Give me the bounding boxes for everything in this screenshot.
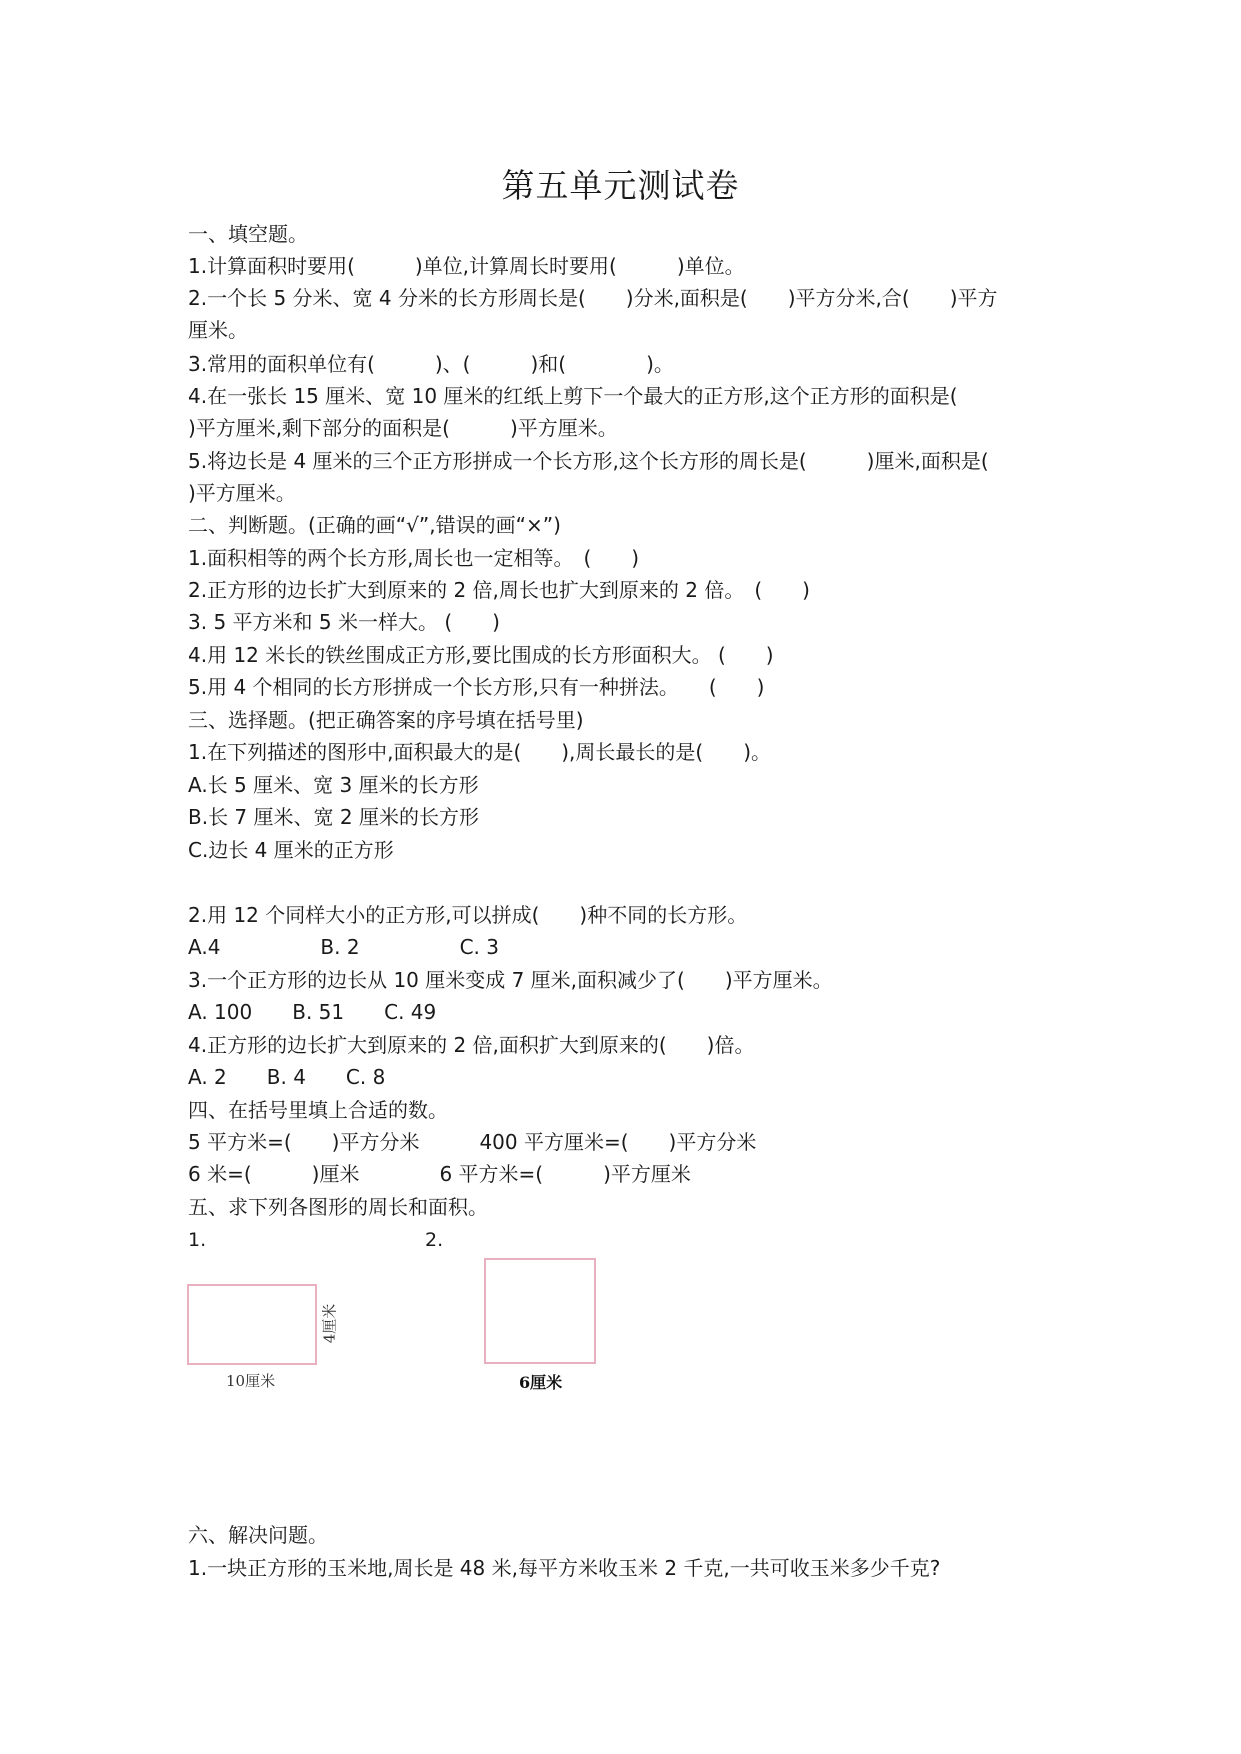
figure-2-square: [484, 1258, 596, 1364]
section-6-heading: 六、解决问题。: [188, 1523, 328, 1547]
figure-1-height-label: 4厘米: [320, 1303, 339, 1344]
s4-row-2: 6 米=( )厘米 6 平方米=( )平方厘米: [188, 1162, 691, 1186]
section-3-heading: 三、选择题。(把正确答案的序号填在括号里): [188, 708, 584, 732]
section-2-heading: 二、判断题。(正确的画“√”,错误的画“×”): [188, 513, 561, 537]
figure-2-side-label: 6厘米: [519, 1373, 563, 1392]
figure-1-number: 1.: [188, 1229, 207, 1251]
figure-1-rectangle: [187, 1284, 317, 1365]
s1-question-1: 1.计算面积时要用( )单位,计算周长时要用( )单位。: [188, 254, 745, 278]
s3-q1-option-c: C.边长 4 厘米的正方形: [188, 838, 394, 862]
s3-q1-option-b: B.长 7 厘米、宽 2 厘米的长方形: [188, 805, 479, 829]
page-title: 第五单元测试卷: [501, 166, 740, 205]
s1-question-4-cont: )平方厘米,剩下部分的面积是( )平方厘米。: [188, 416, 618, 440]
s1-question-4: 4.在一张长 15 厘米、宽 10 厘米的红纸上剪下一个最大的正方形,这个正方形的面积是(: [188, 384, 958, 408]
s3-question-1: 1.在下列描述的图形中,面积最大的是( ),周长最长的是( )。: [188, 740, 772, 764]
s3-question-3: 3.一个正方形的边长从 10 厘米变成 7 厘米,面积减少了( )平方厘米。: [188, 968, 833, 992]
s2-question-3: 3. 5 平方米和 5 米一样大。 ( ): [188, 610, 500, 634]
s1-question-5-cont: )平方厘米。: [188, 481, 296, 505]
s1-question-2: 2.一个长 5 分米、宽 4 分米的长方形周长是( )分米,面积是( )平方分米,合( )平方: [188, 286, 998, 310]
section-4-heading: 四、在括号里填上合适的数。: [188, 1098, 448, 1122]
section-1-heading: 一、填空题。: [188, 222, 308, 246]
s2-question-5: 5.用 4 个相同的长方形拼成一个长方形,只有一种拼法。 ( ): [188, 675, 765, 699]
s2-question-1: 1.面积相等的两个长方形,周长也一定相等。 ( ): [188, 546, 640, 570]
s4-row-1: 5 平方米=( )平方分米 400 平方厘米=( )平方分米: [188, 1130, 757, 1154]
section-5-heading: 五、求下列各图形的周长和面积。: [188, 1195, 488, 1219]
s1-question-5: 5.将边长是 4 厘米的三个正方形拼成一个长方形,这个长方形的周长是( )厘米,面积是(: [188, 449, 989, 473]
s3-question-4: 4.正方形的边长扩大到原来的 2 倍,面积扩大到原来的( )倍。: [188, 1033, 755, 1057]
s3-question-2: 2.用 12 个同样大小的正方形,可以拼成( )种不同的长方形。: [188, 903, 748, 927]
s3-q3-options: A. 100 B. 51 C. 49: [188, 1000, 437, 1024]
figure-1-width-label: 10厘米: [226, 1372, 276, 1390]
s1-question-3: 3.常用的面积单位有( )、( )和( )。: [188, 352, 674, 376]
s3-q4-options: A. 2 B. 4 C. 8: [188, 1065, 386, 1089]
s2-question-2: 2.正方形的边长扩大到原来的 2 倍,周长也扩大到原来的 2 倍。 ( ): [188, 578, 810, 602]
s1-question-2-cont: 厘米。: [188, 318, 248, 342]
s3-q2-options: A.4 B. 2 C. 3: [188, 935, 499, 959]
s6-question-1: 1.一块正方形的玉米地,周长是 48 米,每平方米收玉米 2 千克,一共可收玉米多少千克?: [188, 1556, 941, 1580]
s2-question-4: 4.用 12 米长的铁丝围成正方形,要比围成的长方形面积大。 ( ): [188, 643, 774, 667]
s3-q1-option-a: A.长 5 厘米、宽 3 厘米的长方形: [188, 773, 479, 797]
figure-2-number: 2.: [425, 1229, 444, 1251]
